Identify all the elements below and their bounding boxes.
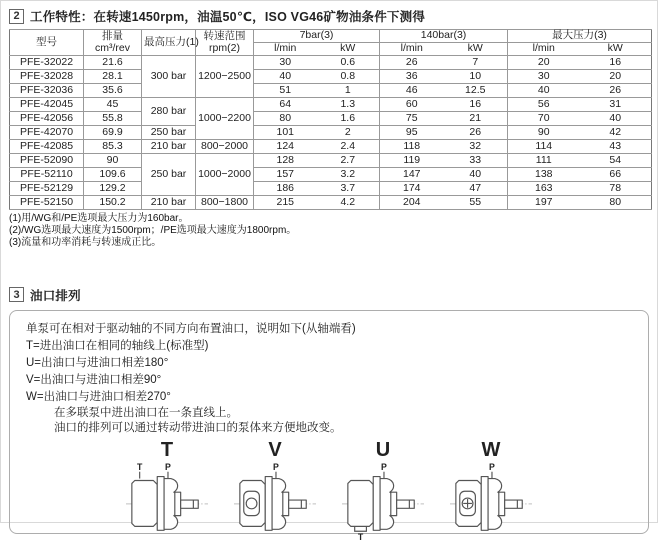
pump-diagrams-row xyxy=(26,440,632,547)
port-label: T xyxy=(136,461,143,472)
subheader-7bar-kw: kW xyxy=(317,43,380,56)
port-label: T xyxy=(357,532,364,543)
table-row: PFE-42045 45 280 bar 1000−2200 64 1.3 60 16 56 31 xyxy=(10,98,652,112)
pump-diagram-w xyxy=(443,440,539,547)
table-row: PFE-52090 90 250 bar 1000−2000 128 2.7 119 33 111 54 xyxy=(10,154,652,168)
pump-diagram-u xyxy=(335,440,431,547)
table-row: PFE-42070 69.9 250 bar 101 2 95 26 90 42 xyxy=(10,126,652,140)
section2-number-box: 2 xyxy=(9,9,24,24)
col-header-max-pressure: 最高压力(1) xyxy=(142,30,196,56)
table-row: PFE-32022 21.6 300 bar 1200−2500 30 0.6 26 7 20 16 xyxy=(10,56,652,70)
pump-shaft xyxy=(397,500,415,508)
section2-heading xyxy=(9,7,649,25)
section2-title: 工作特性：在转速1450rpm，油温50℃，ISO VG46矿物油条件下测得 xyxy=(30,10,426,24)
cell-model: PFE-52090 xyxy=(10,154,84,168)
section3-title: 油口排列 xyxy=(30,288,81,303)
port-desc-multi: 在多联泵中进出油口在一条直线上。 xyxy=(54,406,238,419)
section3-heading xyxy=(9,286,649,304)
port-desc-w: W=出油口与进油口相差270° xyxy=(26,390,171,403)
pump-variant-label: W xyxy=(481,438,501,461)
table-row: PFE-52110 109.6 157 3.2 147 40 138 66 xyxy=(10,168,652,182)
group-header-maxpressure: 最大压力(3) xyxy=(508,30,652,43)
pump-rear-body xyxy=(132,480,157,526)
col-header-speed-cn: 转速范围 xyxy=(203,29,246,42)
cell-model: PFE-42070 xyxy=(10,126,84,140)
footnote-2: (2)/WG选项最大速度为1500rpm；/PE选项最大速度为1800rpm。 xyxy=(9,225,297,237)
table-row: PFE-52129 129.2 186 3.7 174 47 163 78 xyxy=(10,182,652,196)
col-header-displacement xyxy=(84,30,142,56)
cell-model: PFE-42056 xyxy=(10,112,84,126)
cell-model: PFE-32022 xyxy=(10,56,84,70)
cell-pressure: 300 bar xyxy=(142,56,196,98)
col-header-displacement-unit: cm³/rev xyxy=(95,41,130,54)
pump-side-view-icon xyxy=(123,460,211,542)
pump-variant-label: V xyxy=(268,438,282,461)
pump-diagram-t xyxy=(119,440,215,547)
table-row: PFE-32028 28.1 40 0.8 36 10 30 20 xyxy=(10,70,652,84)
cell-speed: 800−2000 xyxy=(196,140,254,154)
port-desc-rotate: 油口的排列可以通过转动带进油口的泵体来方便地改变。 xyxy=(54,421,342,434)
subheader-max-lmin: l/min xyxy=(508,43,580,56)
port-desc-u: U=出油口与进油口相差180° xyxy=(26,356,169,369)
subheader-7bar-lmin: l/min xyxy=(254,43,317,56)
port-label: P xyxy=(489,461,495,472)
col-header-speed-unit: rpm(2) xyxy=(209,41,240,54)
port-desc-intro: 单泵可在相对于驱动轴的不同方向布置油口，说明如下(从轴端看) xyxy=(26,322,356,335)
pump-diagram-v xyxy=(227,440,323,547)
pump-side-view-icon xyxy=(447,460,535,542)
port-label: P xyxy=(381,461,387,472)
subheader-140bar-kw: kW xyxy=(444,43,508,56)
col-header-speed-range xyxy=(196,30,254,56)
group-header-140bar: 140bar(3) xyxy=(380,30,508,43)
pump-side-view-icon xyxy=(339,460,427,542)
table-row: PFE-42056 55.8 80 1.6 75 21 70 40 xyxy=(10,112,652,126)
port-arrangement-box xyxy=(9,310,649,543)
section3-number-box: 3 xyxy=(9,287,24,302)
pump-shaft xyxy=(289,500,307,508)
cell-speed: 800−1800 xyxy=(196,196,254,210)
performance-table xyxy=(9,29,652,210)
port-desc-t: T=进出油口在相同的轴线上(标准型) xyxy=(26,339,209,352)
col-header-displacement-cn: 排量 xyxy=(102,29,123,42)
subheader-max-kw: kW xyxy=(580,43,652,56)
cell-pressure: 210 bar xyxy=(142,140,196,154)
pump-shaft xyxy=(181,500,199,508)
footnote-1: (1)用/WG和/PE选项最大压力为160bar。 xyxy=(9,213,189,224)
cell-speed: 1000−2000 xyxy=(196,154,254,196)
port-desc-v: V=出油口与进油口相差90° xyxy=(26,373,162,386)
cell-pressure: 280 bar xyxy=(142,98,196,126)
cell-pressure: 210 bar xyxy=(142,196,196,210)
cell-model: PFE-42085 xyxy=(10,140,84,154)
header-row-groups xyxy=(10,30,652,43)
cell-model: PFE-32036 xyxy=(10,84,84,98)
cell-model: PFE-32028 xyxy=(10,70,84,84)
subheader-140bar-lmin: l/min xyxy=(380,43,444,56)
footnote-3: (3)流量和功率消耗与转速成正比。 xyxy=(9,237,162,249)
group-header-7bar: 7bar(3) xyxy=(254,30,380,43)
cell-pressure: 250 bar xyxy=(142,154,196,196)
table-row: PFE-32036 35.6 51 1 46 12.5 40 26 xyxy=(10,84,652,98)
cell-speed: 1000−2200 xyxy=(196,98,254,140)
pump-variant-label: U xyxy=(375,438,391,461)
cell-model: PFE-52129 xyxy=(10,182,84,196)
pump-shaft xyxy=(505,500,523,508)
cell-speed: 1200−2500 xyxy=(196,56,254,98)
table-footnotes xyxy=(9,213,651,250)
port-opening xyxy=(246,498,257,509)
pump-side-view-icon xyxy=(231,460,319,542)
port-label: P xyxy=(165,461,171,472)
pump-rear-body xyxy=(348,480,373,526)
table-row: PFE-42085 85.3 210 bar 800−2000 124 2.4 118 32 114 43 xyxy=(10,140,652,154)
pump-variant-label: T xyxy=(160,438,174,461)
cell-model: PFE-52110 xyxy=(10,168,84,182)
cell-pressure: 250 bar xyxy=(142,126,196,140)
table-row: PFE-52150 150.2 210 bar 800−1800 215 4.2 204 55 197 80 xyxy=(10,196,652,210)
col-header-model: 型号 xyxy=(10,30,84,56)
cell-model: PFE-52150 xyxy=(10,196,84,210)
cell-model: PFE-42045 xyxy=(10,98,84,112)
port-label: P xyxy=(273,461,279,472)
